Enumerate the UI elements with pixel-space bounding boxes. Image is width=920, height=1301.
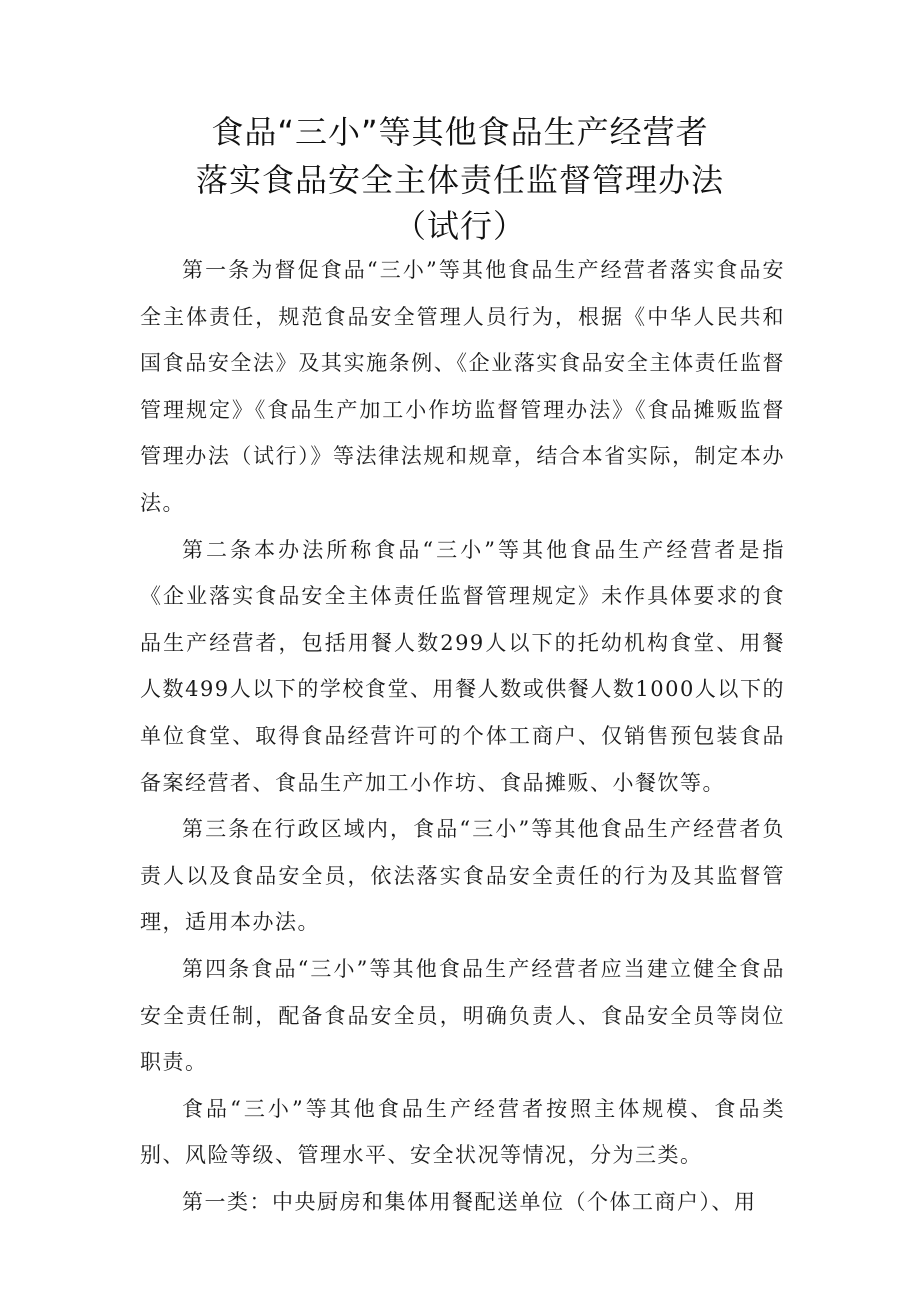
document-body <box>140 247 785 1225</box>
article-3-paragraph: 第三条在行政区域内，食品“三小”等其他食品生产经营者负责人以及食品安全员，依法落实食品安全责任的行为及其监督管理，适用本办法。 <box>140 817 785 935</box>
article-1-paragraph: 第一条为督促食品“三小”等其他食品生产经营者落实食品安全主体责任，规范食品安全管理人员行为，根据《中华人民共和国食品安全法》及其实施条例、《企业落实食品安全主体责任监督管理规定》《食品生产加工小作坊监督管理办法》《食品摊贩监督管理办法（试行）》等法律法规和规章，结合本省实际，制定本办法。 <box>140 258 785 515</box>
category-1-paragraph: 第一类：中央厨房和集体用餐配送单位（个体工商户）、用 <box>182 1189 757 1214</box>
document-title-line-3: （试行） <box>393 207 526 245</box>
article-2-paragraph: 第二条本办法所称食品“三小”等其他食品生产经营者是指《企业落实食品安全主体责任监督管理规定》未作具体要求的食品生产经营者，包括用餐人数299人以下的托幼机构食堂、用餐人数499人以下的学校食堂、用餐人数或供餐人数1000人以下的单位食堂、取得食品经营许可的个体工商户、仅销售预包装食品备案经营者、食品生产加工小作坊、食品摊贩、小餐饮等。 <box>140 537 785 795</box>
document-title-line-2: 落实食品安全主体责任监督管理办法 <box>195 161 724 199</box>
classification-paragraph: 食品“三小”等其他食品生产经营者按照主体规模、食品类别、风险等级、管理水平、安全状况等情况，分为三类。 <box>140 1096 785 1168</box>
document-title-line-1: 食品“三小”等其他食品生产经营者 <box>211 113 709 151</box>
article-4-paragraph: 第四条食品“三小”等其他食品生产经营者应当建立健全食品安全责任制，配备食品安全员，明确负责人、食品安全员等岗位职责。 <box>140 956 785 1075</box>
